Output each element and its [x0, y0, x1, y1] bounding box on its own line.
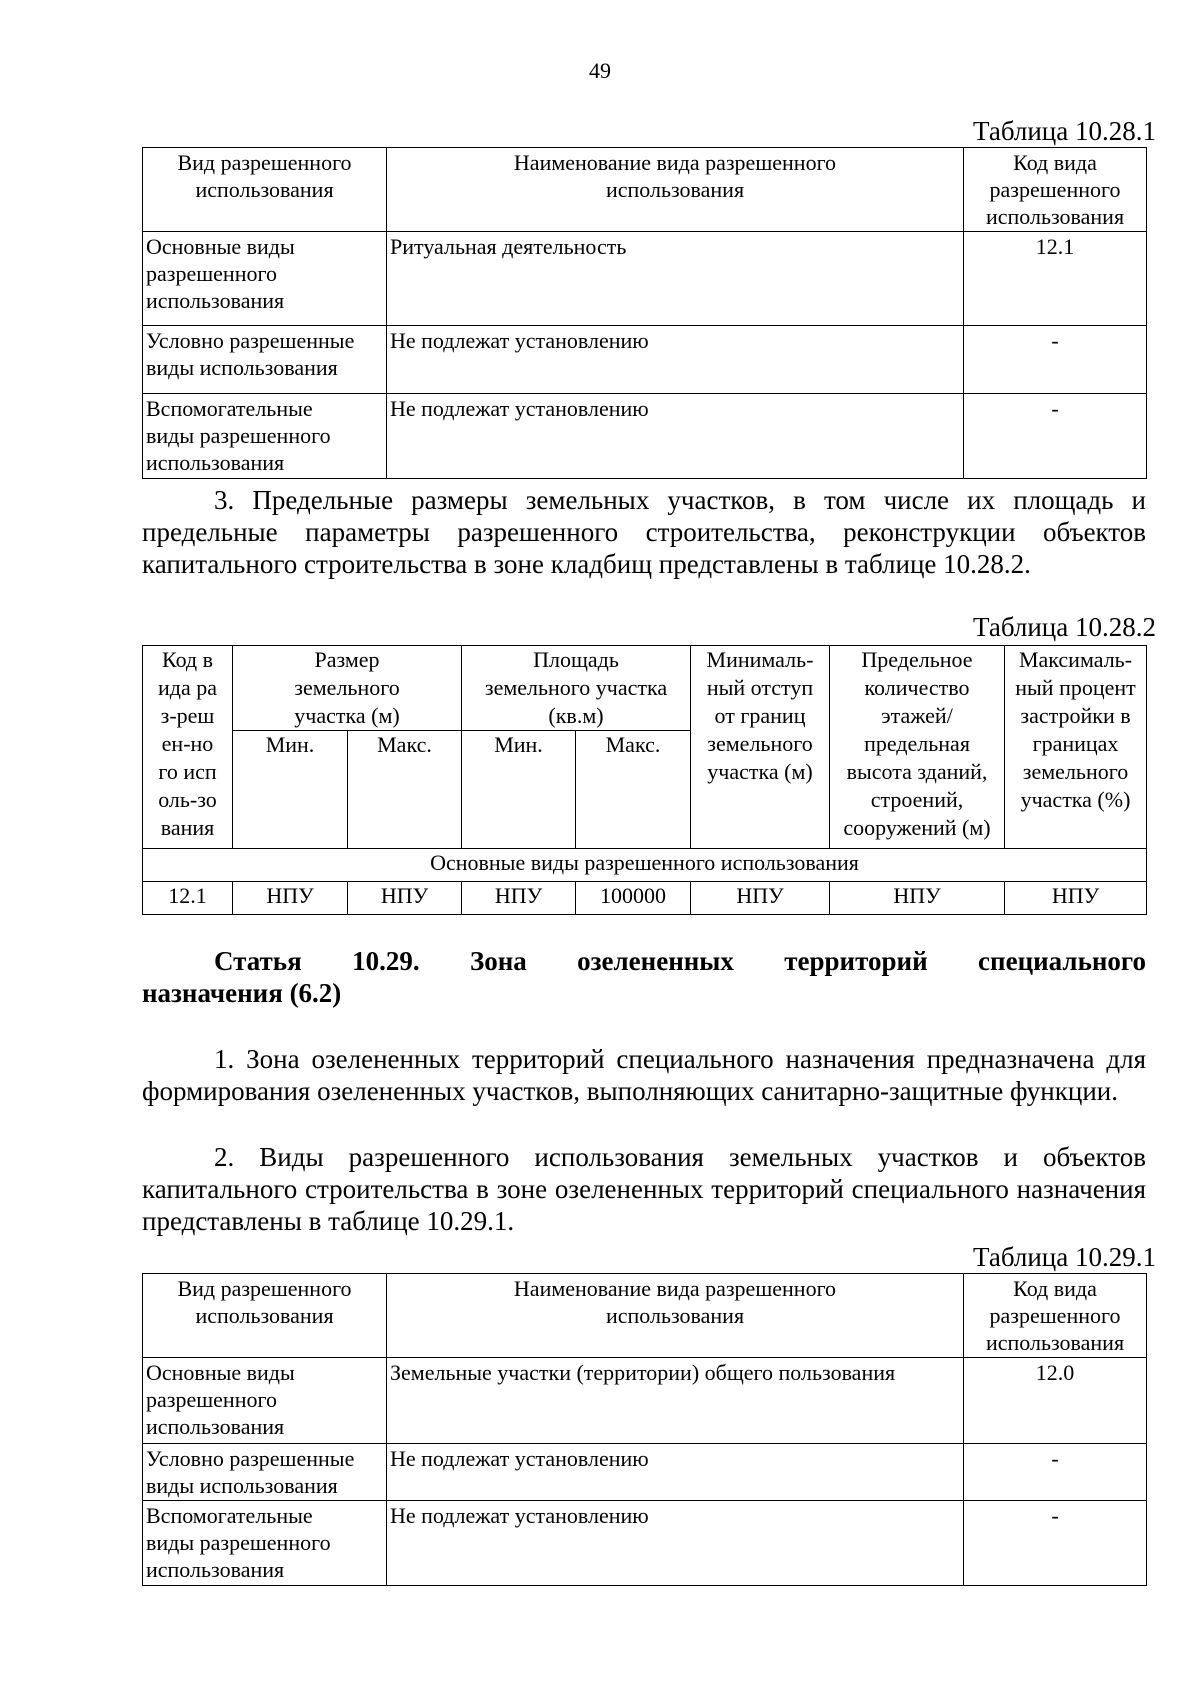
header-size-min: Мин.: [233, 731, 348, 849]
row-kind: Условно разрешенные виды использования: [143, 1444, 387, 1501]
section-label: Основные виды разрешенного использования: [143, 849, 1147, 882]
table-10-28-1: [142, 147, 1147, 479]
table-row: [143, 882, 1147, 915]
article-title-line1: Статья 10.29. Зона озелененных территорий специального: [214, 946, 1146, 976]
row-name: Ритуальная деятельность: [387, 232, 964, 326]
row-kind: Вспомогательные виды разрешенного использования: [143, 1501, 387, 1586]
article-title: [142, 945, 1146, 1009]
row-code: -: [964, 326, 1147, 394]
row-kind: Условно разрешенные виды использования: [143, 326, 387, 394]
paragraph-2: 2. Виды разрешенного использования земельных участков и объектов капитального строительства в зоне озелененных территорий специального назначения представлены в таблице 10.29.1.: [142, 1142, 1146, 1236]
row-code: -: [964, 1501, 1147, 1586]
row-code: 12.1: [964, 232, 1147, 326]
table-row: [143, 1358, 1147, 1444]
row-code: -: [964, 394, 1147, 479]
article-title-line2: назначения (6.2): [142, 978, 342, 1008]
header-area-min: Мин.: [462, 731, 576, 849]
page-number: 49: [589, 58, 611, 83]
row-kind: Основные виды разрешенного использования: [143, 1358, 387, 1444]
table-caption-10-28-1: Таблица 10.28.1: [973, 116, 1156, 146]
table-row: [143, 1501, 1147, 1586]
row-name: Не подлежат установлению: [387, 326, 964, 394]
row-code: -: [964, 1444, 1147, 1501]
header-size-max: Макс.: [348, 731, 462, 849]
cell-percent: НПУ: [1005, 882, 1147, 915]
header-area-max: Макс.: [576, 731, 691, 849]
header-floors: Предельное количество этажей/ предельная высота зданий, строений, сооружений (м): [830, 646, 1005, 849]
paragraph-1: 1. Зона озелененных территорий специального назначения предназначена для формирования озелененных участков, выполняющих санитарно-защитные функции.: [142, 1044, 1146, 1106]
row-kind: Вспомогательные виды разрешенного использования: [143, 394, 387, 479]
cell-area-max: 100000: [576, 882, 691, 915]
table-header-row: [143, 646, 1147, 731]
row-name: Земельные участки (территории) общего пользования: [387, 1358, 964, 1444]
paragraph-3: 3. Предельные размеры земельных участков, в том числе их площадь и предельные параметры разрешенного строительства, реконструкции объектов капитального строительства в зоне кладбищ представлены в таблице 10.28.2.: [142, 485, 1146, 579]
row-code: 12.0: [964, 1358, 1147, 1444]
header-percent: Максималь-ный процент застройки в границах земельного участка (%): [1005, 646, 1147, 849]
header-code: Код вида раз-решен-ного исполь-зования: [143, 646, 233, 849]
row-kind: Основные виды разрешенного использования: [143, 232, 387, 326]
table-10-29-1: [142, 1273, 1147, 1586]
cell-code: 12.1: [143, 882, 233, 915]
table-row: [143, 326, 1147, 394]
cell-offset: НПУ: [691, 882, 830, 915]
table-section-row: [143, 849, 1147, 882]
table-row: [143, 232, 1147, 326]
table-header-row: [143, 148, 1147, 232]
cell-area-min: НПУ: [462, 882, 576, 915]
row-name: Не подлежат установлению: [387, 1501, 964, 1586]
cell-size-min: НПУ: [233, 882, 348, 915]
table-caption-10-28-2: Таблица 10.28.2: [973, 612, 1156, 642]
header-kind: Вид разрешенного использования: [143, 1274, 387, 1358]
table-header-row: [143, 1274, 1147, 1358]
cell-floors: НПУ: [830, 882, 1005, 915]
header-name: Наименование вида разрешенного использования: [387, 1274, 964, 1358]
table-row: [143, 1444, 1147, 1501]
header-code: Код вида разрешенного использования: [964, 1274, 1147, 1358]
header-size: Размер земельного участка (м): [233, 646, 462, 731]
row-name: Не подлежат установлению: [387, 394, 964, 479]
table-10-28-2: [142, 645, 1147, 915]
header-kind: Вид разрешенного использования: [143, 148, 387, 232]
cell-size-max: НПУ: [348, 882, 462, 915]
header-area: Площадь земельного участка (кв.м): [462, 646, 691, 731]
header-code: Код вида разрешенного использования: [964, 148, 1147, 232]
row-name: Не подлежат установлению: [387, 1444, 964, 1501]
header-offset: Минималь-ный отступ от границ земельного участка (м): [691, 646, 830, 849]
table-row: [143, 394, 1147, 479]
header-name: Наименование вида разрешенного использования: [387, 148, 964, 232]
table-caption-10-29-1: Таблица 10.29.1: [973, 1242, 1156, 1272]
